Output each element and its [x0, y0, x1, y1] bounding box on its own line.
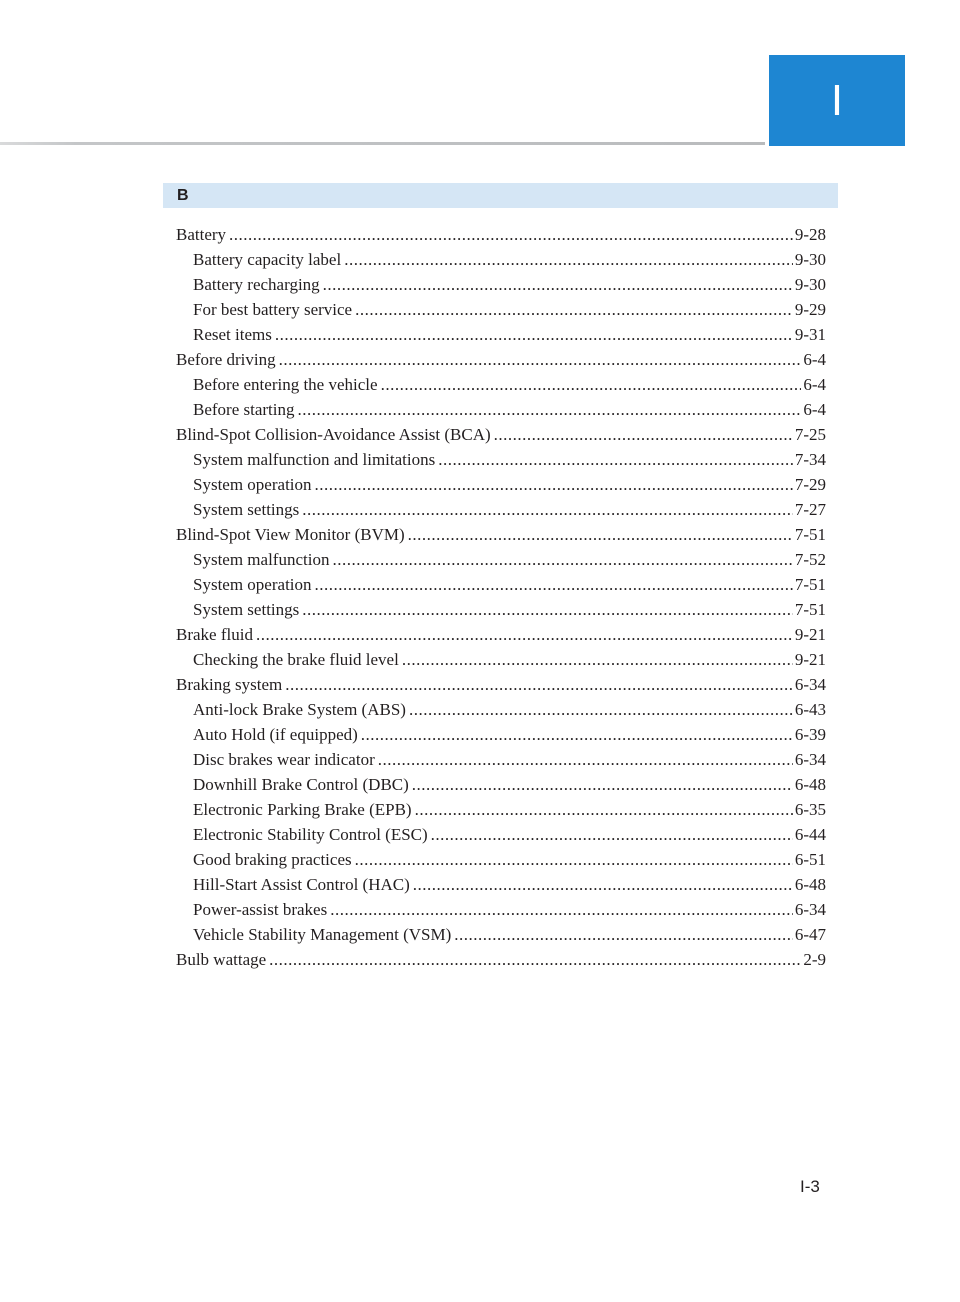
index-entry: [176, 422, 826, 447]
entry-page-ref: 6-34: [794, 900, 826, 919]
index-subentry: [176, 847, 826, 872]
entry-label: Checking the brake fluid level: [193, 650, 399, 669]
entry-page-ref: 6-4: [803, 375, 826, 394]
entry-label: Braking system: [176, 675, 283, 694]
entry-page-ref: 9-21: [794, 625, 826, 644]
index-subentry: [176, 647, 826, 672]
index-entry: [176, 672, 826, 697]
entry-page-ref: 6-48: [794, 775, 826, 794]
index-subentry: [176, 872, 826, 897]
entry-page-ref: 6-4: [803, 350, 826, 369]
entry-label: Blind-Spot Collision-Avoidance Assist (BCA): [176, 425, 491, 444]
dot-leader: [315, 472, 793, 497]
entry-page-ref: 7-51: [794, 525, 826, 544]
dot-leader: [408, 522, 793, 547]
dot-leader: [413, 872, 793, 897]
dot-leader: [438, 447, 793, 472]
dot-leader: [332, 547, 792, 572]
dot-leader: [381, 372, 802, 397]
entry-page-ref: 9-30: [794, 275, 826, 294]
entry-label: Electronic Parking Brake (EPB): [193, 800, 412, 819]
entry-page-ref: 9-29: [794, 300, 826, 319]
entry-label: Blind-Spot View Monitor (BVM): [176, 525, 405, 544]
entry-page-ref: 2-9: [803, 950, 826, 969]
entry-label: Before entering the vehicle: [193, 375, 378, 394]
entry-page-ref: 6-48: [794, 875, 826, 894]
entry-label: Reset items: [193, 325, 272, 344]
index-entry: [176, 522, 826, 547]
entry-label: System operation: [193, 575, 312, 594]
entry-label: Power-assist brakes: [193, 900, 328, 919]
entry-label: System malfunction: [193, 550, 330, 569]
entry-page-ref: 9-21: [794, 650, 826, 669]
index-subentry: [176, 372, 826, 397]
dot-leader: [275, 322, 793, 347]
entry-page-ref: 6-34: [794, 675, 826, 694]
entry-label: Downhill Brake Control (DBC): [193, 775, 409, 794]
index-list: [176, 222, 826, 972]
dot-leader: [330, 897, 793, 922]
index-subentry: [176, 447, 826, 472]
entry-label: Battery: [176, 225, 227, 244]
entry-page-ref: 6-43: [794, 700, 826, 719]
entry-page-ref: 6-4: [803, 400, 826, 419]
entry-page-ref: 6-34: [794, 750, 826, 769]
index-subentry: [176, 297, 826, 322]
index-subentry: [176, 822, 826, 847]
entry-label: Hill-Start Assist Control (HAC): [193, 875, 410, 894]
dot-leader: [302, 497, 793, 522]
dot-leader: [355, 847, 793, 872]
index-subentry: [176, 897, 826, 922]
index-subentry: [176, 322, 826, 347]
dot-leader: [355, 297, 793, 322]
index-subentry: [176, 272, 826, 297]
entry-label: Bulb wattage: [176, 950, 267, 969]
index-subentry: [176, 597, 826, 622]
entry-label: Vehicle Stability Management (VSM): [193, 925, 452, 944]
dot-leader: [323, 272, 793, 297]
dot-leader: [279, 347, 802, 372]
entry-page-ref: 7-25: [794, 425, 826, 444]
index-subentry: [176, 572, 826, 597]
index-entry: [176, 347, 826, 372]
entry-page-ref: 7-52: [794, 550, 826, 569]
entry-label: System malfunction and limitations: [193, 450, 436, 469]
index-entry: [176, 947, 826, 972]
entry-page-ref: 7-29: [794, 475, 826, 494]
dot-leader: [344, 247, 793, 272]
entry-page-ref: 9-30: [794, 250, 826, 269]
entry-label: For best battery service: [193, 300, 353, 319]
entry-label: System settings: [193, 500, 300, 519]
entry-page-ref: 6-35: [794, 800, 826, 819]
entry-label: Battery recharging: [193, 275, 320, 294]
entry-page-ref: 7-51: [794, 600, 826, 619]
entry-page-ref: 7-27: [794, 500, 826, 519]
index-subentry: [176, 472, 826, 497]
dot-leader: [315, 572, 793, 597]
dot-leader: [298, 397, 802, 422]
entry-page-ref: 6-39: [794, 725, 826, 744]
entry-label: Before starting: [193, 400, 295, 419]
dot-leader: [269, 947, 801, 972]
entry-label: Brake fluid: [176, 625, 253, 644]
entry-label: Before driving: [176, 350, 276, 369]
dot-leader: [229, 222, 793, 247]
entry-label: Battery capacity label: [193, 250, 342, 269]
entry-page-ref: 9-31: [794, 325, 826, 344]
header-rule: [0, 142, 765, 145]
entry-page-ref: 6-47: [794, 925, 826, 944]
entry-page-ref: 6-51: [794, 850, 826, 869]
entry-label: Auto Hold (if equipped): [193, 725, 358, 744]
dot-leader: [302, 597, 793, 622]
dot-leader: [431, 822, 793, 847]
page-number: I-3: [800, 1177, 820, 1196]
dot-leader: [415, 797, 793, 822]
dot-leader: [409, 697, 793, 722]
dot-leader: [494, 422, 793, 447]
index-subentry: [176, 722, 826, 747]
entry-page-ref: 6-44: [794, 825, 826, 844]
dot-leader: [378, 747, 793, 772]
index-subentry: [176, 397, 826, 422]
dot-leader: [412, 772, 793, 797]
dot-leader: [454, 922, 793, 947]
entry-page-ref: 7-34: [794, 450, 826, 469]
index-subentry: [176, 922, 826, 947]
index-subentry: [176, 247, 826, 272]
index-subentry: [176, 697, 826, 722]
index-subentry: [176, 797, 826, 822]
index-subentry: [176, 497, 826, 522]
index-subentry: [176, 747, 826, 772]
section-heading: B: [163, 183, 838, 208]
entry-label: Electronic Stability Control (ESC): [193, 825, 428, 844]
dot-leader: [285, 672, 793, 697]
entry-label: Good braking practices: [193, 850, 352, 869]
index-subentry: [176, 772, 826, 797]
entry-label: System settings: [193, 600, 300, 619]
entry-label: System operation: [193, 475, 312, 494]
entry-page-ref: 7-51: [794, 575, 826, 594]
dot-leader: [256, 622, 793, 647]
dot-leader: [402, 647, 793, 672]
index-entry: [176, 222, 826, 247]
dot-leader: [361, 722, 793, 747]
index-subentry: [176, 547, 826, 572]
entry-label: Anti-lock Brake System (ABS): [193, 700, 406, 719]
chapter-tab: I: [769, 55, 905, 146]
index-entry: [176, 622, 826, 647]
entry-label: Disc brakes wear indicator: [193, 750, 375, 769]
entry-page-ref: 9-28: [794, 225, 826, 244]
